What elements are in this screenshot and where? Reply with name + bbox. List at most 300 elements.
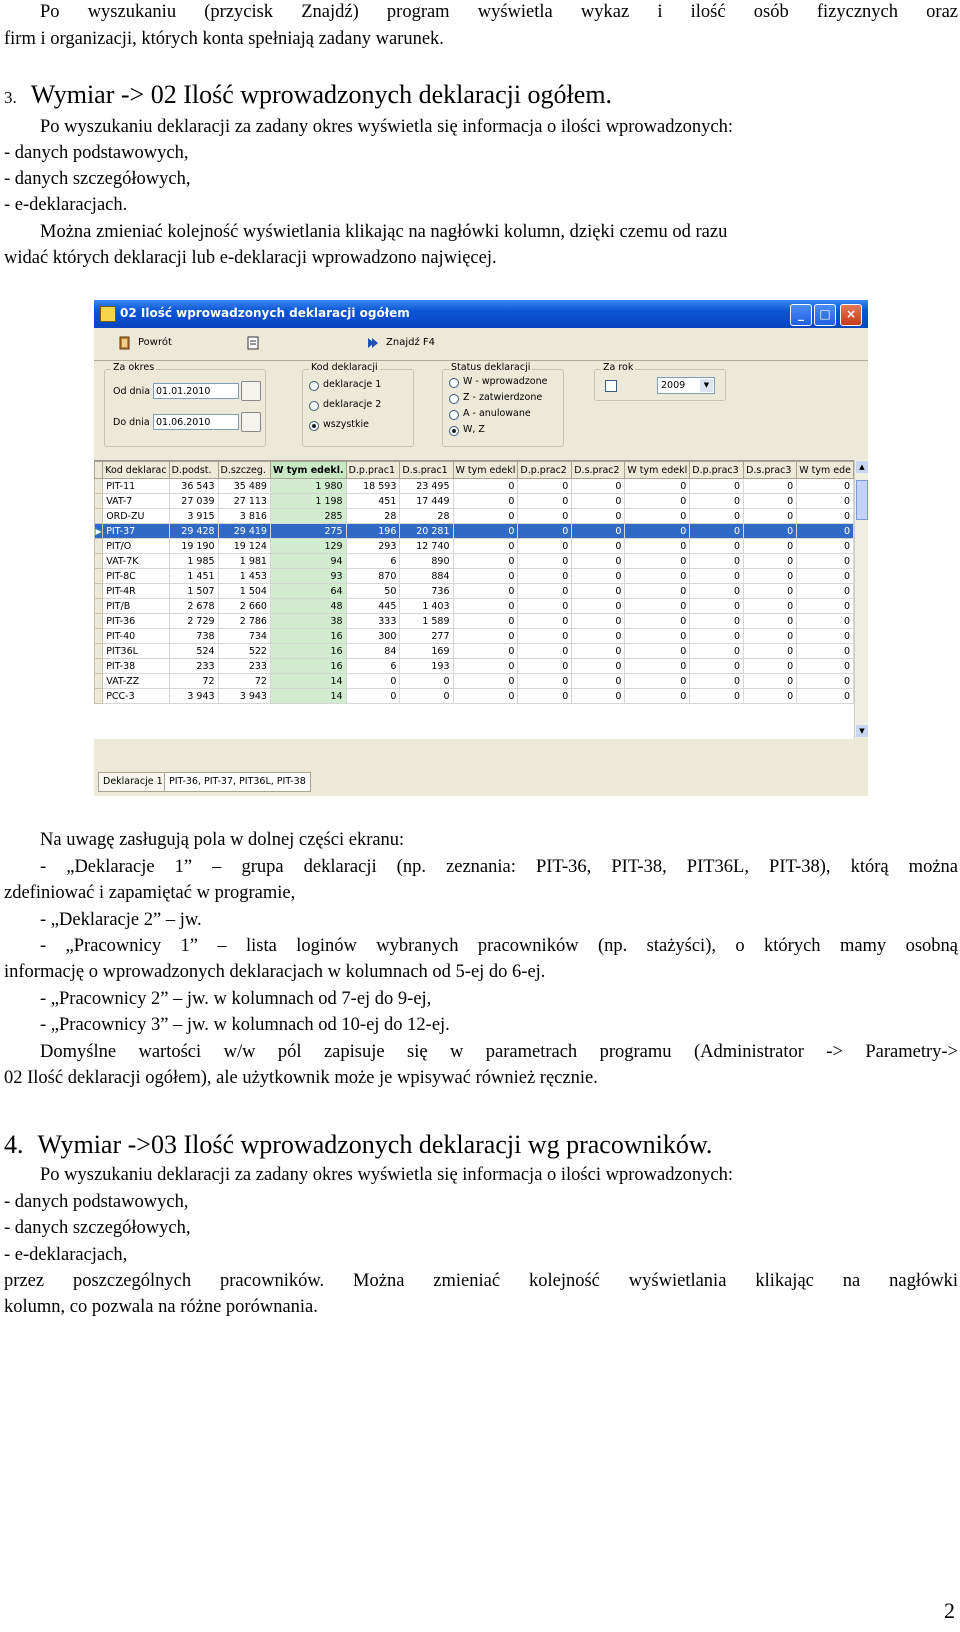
table-cell[interactable]: 0 <box>744 584 797 599</box>
radio-all[interactable] <box>309 421 319 431</box>
door-icon <box>118 336 132 350</box>
table-cell[interactable]: 524 <box>169 644 218 659</box>
table-cell[interactable]: 0 <box>518 644 572 659</box>
table-cell[interactable]: 0 <box>453 614 518 629</box>
table-cell[interactable]: 0 <box>690 554 744 569</box>
radio-status-a[interactable] <box>449 410 459 420</box>
radio-label: deklaracje 1 <box>323 379 382 390</box>
table-cell[interactable]: 0 <box>797 629 854 644</box>
table-cell[interactable]: 0 <box>690 494 744 509</box>
table-cell[interactable]: 0 <box>690 599 744 614</box>
table-cell[interactable]: PIT/O <box>103 539 169 554</box>
radio-label: Z - zatwierdzone <box>463 392 543 403</box>
table-cell[interactable]: 18 593 <box>346 479 400 494</box>
table-cell[interactable]: 0 <box>797 689 854 704</box>
scroll-down-icon[interactable]: ▼ <box>856 725 868 737</box>
paragraph-line: - „Deklaracje 1” – grupa deklaracji (np. zeznania: PIT-36, PIT-38, PIT36L, PIT-38), którą można <box>40 857 958 877</box>
find-arrow-icon <box>366 336 380 350</box>
table-cell[interactable]: 0 <box>625 524 690 539</box>
column-header[interactable]: W tym edekl. <box>270 462 346 479</box>
row-indicator <box>95 674 103 689</box>
table-cell[interactable]: 19 190 <box>169 539 218 554</box>
table-cell[interactable]: 48 <box>270 599 346 614</box>
paragraph-line: - „Pracownicy 1” – lista loginów wybranych pracowników (np. stażyści), o których mamy osobną <box>40 936 958 956</box>
table-cell[interactable]: 196 <box>346 524 400 539</box>
table-cell[interactable]: 0 <box>744 554 797 569</box>
row-indicator <box>95 554 103 569</box>
find-button-label: Znajdź F4 <box>386 337 435 348</box>
radio-label: wszystkie <box>323 419 369 430</box>
vertical-scrollbar[interactable] <box>854 460 868 738</box>
table-cell[interactable]: ORD-ZU <box>103 509 169 524</box>
paragraph-line: zdefiniować i zapamiętać w programie, <box>4 883 296 903</box>
table-cell[interactable]: 0 <box>453 539 518 554</box>
row-indicator <box>95 629 103 644</box>
table-cell[interactable]: 884 <box>400 569 453 584</box>
table-cell[interactable]: 0 <box>690 659 744 674</box>
table-cell[interactable]: 0 <box>744 644 797 659</box>
table-cell[interactable]: 0 <box>572 674 625 689</box>
table-cell[interactable]: 0 <box>625 644 690 659</box>
radio-status-wz[interactable] <box>449 426 459 436</box>
paragraph-line: informację o wprowadzonych deklaracjach w kolumnach od 5-ej do 6-ej. <box>4 962 546 982</box>
table-cell[interactable]: 0 <box>518 629 572 644</box>
table-cell[interactable]: 36 543 <box>169 479 218 494</box>
from-date-label: Od dnia <box>113 386 151 397</box>
table-cell[interactable]: 0 <box>744 614 797 629</box>
table-cell[interactable]: 0 <box>744 599 797 614</box>
table-cell[interactable]: 3 816 <box>218 509 270 524</box>
table-cell[interactable]: 193 <box>400 659 453 674</box>
table-cell[interactable]: 0 <box>453 554 518 569</box>
table-cell[interactable]: 0 <box>572 629 625 644</box>
table-cell[interactable]: 333 <box>346 614 400 629</box>
table-cell[interactable]: 0 <box>572 554 625 569</box>
table-cell[interactable]: 0 <box>625 659 690 674</box>
table-cell[interactable]: 3 943 <box>218 689 270 704</box>
table-cell[interactable]: 0 <box>690 479 744 494</box>
table-cell[interactable]: 734 <box>218 629 270 644</box>
table-cell[interactable]: 0 <box>453 509 518 524</box>
table-cell[interactable]: 0 <box>518 539 572 554</box>
table-cell[interactable]: PIT/B <box>103 599 169 614</box>
table-cell[interactable]: 0 <box>518 584 572 599</box>
table-cell[interactable]: 277 <box>400 629 453 644</box>
radio-label: deklaracje 2 <box>323 399 382 410</box>
table-cell[interactable]: 29 419 <box>218 524 270 539</box>
section-number: 4. <box>4 1130 24 1159</box>
table-cell[interactable]: 445 <box>346 599 400 614</box>
table-cell[interactable]: 0 <box>690 569 744 584</box>
table-cell[interactable]: 6 <box>346 659 400 674</box>
table-cell[interactable]: 0 <box>572 524 625 539</box>
table-cell[interactable]: 0 <box>797 569 854 584</box>
paragraph-line: przez poszczególnych pracowników. Można zmieniać kolejność wyświetlania klikając na nagłówki <box>4 1271 958 1291</box>
column-header[interactable]: D.podst. <box>169 462 218 479</box>
find-button[interactable] <box>364 332 435 354</box>
table-cell[interactable]: 0 <box>744 479 797 494</box>
paragraph-line: Domyślne wartości w/w pól zapisuje się w parametrach programu (Administrator -> Parametry-> <box>40 1042 958 1062</box>
table-row[interactable] <box>95 599 854 614</box>
table-cell[interactable]: PIT-4R <box>103 584 169 599</box>
table-cell[interactable]: 0 <box>572 479 625 494</box>
table-cell[interactable]: 0 <box>518 569 572 584</box>
column-header[interactable]: D.p.prac3 <box>690 462 744 479</box>
year-select[interactable] <box>657 377 715 394</box>
table-cell[interactable]: 285 <box>270 509 346 524</box>
tab-declarations-1[interactable]: Deklaracje 1 <box>98 772 168 792</box>
column-header[interactable]: Kod deklarac <box>103 462 169 479</box>
radio-label: W, Z <box>463 424 485 435</box>
table-cell[interactable]: 28 <box>400 509 453 524</box>
table-cell[interactable]: 0 <box>625 584 690 599</box>
table-cell[interactable]: 0 <box>453 659 518 674</box>
table-cell[interactable]: 233 <box>218 659 270 674</box>
table-row[interactable] <box>95 674 854 689</box>
table-cell[interactable]: 19 124 <box>218 539 270 554</box>
table-cell[interactable]: 1 451 <box>169 569 218 584</box>
table-cell[interactable]: 0 <box>744 689 797 704</box>
table-cell[interactable]: 2 660 <box>218 599 270 614</box>
table-cell[interactable]: 129 <box>270 539 346 554</box>
table-cell[interactable]: 0 <box>518 614 572 629</box>
table-cell[interactable]: 0 <box>572 659 625 674</box>
document-icon <box>246 336 260 350</box>
period-group-title: Za okres <box>113 362 155 373</box>
table-cell[interactable]: 169 <box>400 644 453 659</box>
table-cell[interactable]: 0 <box>797 509 854 524</box>
close-icon[interactable]: × <box>840 304 862 326</box>
table-cell[interactable]: 0 <box>797 659 854 674</box>
table-cell[interactable]: 0 <box>690 614 744 629</box>
table-cell[interactable]: VAT-7 <box>103 494 169 509</box>
back-button-label: Powrót <box>138 337 172 348</box>
table-cell[interactable]: VAT-7K <box>103 554 169 569</box>
table-cell[interactable]: 0 <box>690 689 744 704</box>
table-cell[interactable]: 1 504 <box>218 584 270 599</box>
table-cell[interactable]: 736 <box>400 584 453 599</box>
table-cell[interactable]: 64 <box>270 584 346 599</box>
table-cell[interactable]: 14 <box>270 674 346 689</box>
table-cell[interactable]: 0 <box>572 599 625 614</box>
table-cell[interactable]: 16 <box>270 659 346 674</box>
table-cell[interactable]: 72 <box>169 674 218 689</box>
table-cell[interactable]: 0 <box>453 674 518 689</box>
radio-label: W - wprowadzone <box>463 376 548 387</box>
column-header[interactable]: W tym ede <box>797 462 854 479</box>
table-cell[interactable]: 0 <box>690 539 744 554</box>
table-cell[interactable]: 2 729 <box>169 614 218 629</box>
table-cell[interactable]: 0 <box>518 599 572 614</box>
row-indicator-header <box>95 462 103 479</box>
table-cell[interactable]: 0 <box>625 479 690 494</box>
table-cell[interactable]: 0 <box>625 539 690 554</box>
table-cell[interactable]: 0 <box>453 689 518 704</box>
radio-declarations-1[interactable] <box>309 381 319 391</box>
table-cell[interactable]: 1 198 <box>270 494 346 509</box>
table-cell[interactable]: 12 740 <box>400 539 453 554</box>
table-cell[interactable]: 0 <box>572 644 625 659</box>
table-cell[interactable]: 0 <box>453 524 518 539</box>
column-header[interactable]: D.s.prac2 <box>572 462 625 479</box>
table-cell[interactable]: 890 <box>400 554 453 569</box>
maximize-icon[interactable]: □ <box>814 304 836 326</box>
scroll-thumb[interactable] <box>856 480 868 520</box>
table-cell[interactable]: 0 <box>453 479 518 494</box>
table-cell[interactable]: 0 <box>572 509 625 524</box>
section-number: 3. <box>4 88 17 107</box>
to-date-picker-button[interactable] <box>241 412 261 432</box>
table-row[interactable] <box>95 584 854 599</box>
row-indicator <box>95 644 103 659</box>
table-cell[interactable]: 0 <box>744 674 797 689</box>
table-cell[interactable]: 17 449 <box>400 494 453 509</box>
table-cell[interactable]: 0 <box>625 599 690 614</box>
table-cell[interactable]: 0 <box>346 689 400 704</box>
year-checkbox[interactable] <box>605 380 617 392</box>
paragraph-line: 02 Ilość deklaracji ogółem), ale użytkownik może je wpisywać również ręcznie. <box>4 1068 598 1088</box>
table-cell[interactable]: PIT-38 <box>103 659 169 674</box>
table-cell[interactable]: 0 <box>690 509 744 524</box>
table-row[interactable] <box>95 614 854 629</box>
table-cell[interactable]: 2 678 <box>169 599 218 614</box>
from-date-field[interactable]: 01.01.2010 <box>153 383 239 399</box>
table-cell[interactable]: 300 <box>346 629 400 644</box>
minimize-icon[interactable]: _ <box>790 304 812 326</box>
table-cell[interactable]: PIT-37 <box>103 524 169 539</box>
table-cell[interactable]: 0 <box>797 524 854 539</box>
table-cell[interactable]: 84 <box>346 644 400 659</box>
table-cell[interactable]: 23 495 <box>400 479 453 494</box>
column-header[interactable]: D.s.prac3 <box>744 462 797 479</box>
table-cell[interactable]: PCC-3 <box>103 689 169 704</box>
table-cell[interactable]: 72 <box>218 674 270 689</box>
table-row[interactable] <box>95 659 854 674</box>
table-cell[interactable]: 0 <box>797 479 854 494</box>
table-cell[interactable]: 0 <box>572 494 625 509</box>
declarations-table <box>94 461 854 704</box>
declaration-status-title: Status deklaracji <box>451 362 531 373</box>
table-cell[interactable]: 0 <box>744 629 797 644</box>
declaration-code-group <box>302 362 414 447</box>
table-cell[interactable]: 0 <box>518 524 572 539</box>
table-cell[interactable]: 0 <box>400 674 453 689</box>
table-cell[interactable]: 0 <box>744 509 797 524</box>
table-cell[interactable]: PIT-8C <box>103 569 169 584</box>
table-cell[interactable]: 0 <box>625 494 690 509</box>
table-cell[interactable]: 522 <box>218 644 270 659</box>
table-cell[interactable]: 0 <box>690 644 744 659</box>
table-cell[interactable]: 27 113 <box>218 494 270 509</box>
section-title: Wymiar ->03 Ilość wprowadzonych deklaracji wg pracowników. <box>37 1130 713 1159</box>
table-cell[interactable]: 0 <box>400 689 453 704</box>
table-row[interactable] <box>95 629 854 644</box>
table-cell[interactable]: 0 <box>625 674 690 689</box>
table-cell[interactable]: 1 589 <box>400 614 453 629</box>
to-date-field[interactable]: 01.06.2010 <box>153 414 239 430</box>
table-cell[interactable]: 0 <box>572 584 625 599</box>
table-cell[interactable]: 1 985 <box>169 554 218 569</box>
paragraph-line: Na uwagę zasługują pola w dolnej części ekranu: <box>40 830 405 850</box>
table-cell[interactable]: 0 <box>625 569 690 584</box>
table-cell[interactable]: 0 <box>518 659 572 674</box>
table-cell[interactable]: 0 <box>797 599 854 614</box>
table-cell[interactable]: 2 786 <box>218 614 270 629</box>
table-cell[interactable]: 27 039 <box>169 494 218 509</box>
section-heading-3 <box>4 80 612 110</box>
table-cell[interactable]: PIT-40 <box>103 629 169 644</box>
table-cell[interactable]: VAT-ZZ <box>103 674 169 689</box>
chevron-down-icon: ▼ <box>700 379 713 392</box>
paragraph-line: - danych szczegółowych, <box>4 1218 191 1238</box>
table-cell[interactable]: PIT-11 <box>103 479 169 494</box>
table-cell[interactable]: 0 <box>453 584 518 599</box>
table-cell[interactable]: 16 <box>270 629 346 644</box>
table-row[interactable] <box>95 479 854 494</box>
table-cell[interactable]: 1 981 <box>218 554 270 569</box>
table-row[interactable] <box>95 509 854 524</box>
row-indicator <box>95 614 103 629</box>
table-cell[interactable]: 1 980 <box>270 479 346 494</box>
table-cell[interactable]: 0 <box>744 569 797 584</box>
table-cell[interactable]: 93 <box>270 569 346 584</box>
print-button[interactable] <box>244 332 264 354</box>
back-button[interactable] <box>116 332 172 354</box>
table-cell[interactable]: 870 <box>346 569 400 584</box>
table-row[interactable] <box>95 569 854 584</box>
table-row[interactable] <box>95 644 854 659</box>
column-header[interactable]: W tym edekl <box>453 462 518 479</box>
table-cell[interactable]: 35 489 <box>218 479 270 494</box>
table-cell[interactable]: 293 <box>346 539 400 554</box>
table-cell[interactable]: 0 <box>518 689 572 704</box>
table-cell[interactable]: 0 <box>744 539 797 554</box>
paragraph-line: - e-deklaracjach, <box>4 1245 128 1265</box>
row-indicator <box>95 599 103 614</box>
table-cell[interactable]: 738 <box>169 629 218 644</box>
table-cell[interactable]: 1 453 <box>218 569 270 584</box>
table-cell[interactable]: 0 <box>625 554 690 569</box>
table-cell[interactable]: 0 <box>797 584 854 599</box>
radio-declarations-2[interactable] <box>309 401 319 411</box>
table-cell[interactable]: 3 915 <box>169 509 218 524</box>
scroll-up-icon[interactable]: ▲ <box>856 461 868 473</box>
table-cell[interactable]: 0 <box>797 644 854 659</box>
table-cell[interactable]: 38 <box>270 614 346 629</box>
table-cell[interactable]: 0 <box>518 494 572 509</box>
radio-status-z[interactable] <box>449 394 459 404</box>
table-cell[interactable]: 0 <box>797 539 854 554</box>
table-cell[interactable]: 0 <box>572 539 625 554</box>
declarations-1-value[interactable]: PIT-36, PIT-37, PIT36L, PIT-38 <box>164 772 311 792</box>
table-cell[interactable]: 0 <box>572 614 625 629</box>
paragraph-line: - danych podstawowych, <box>4 1192 189 1212</box>
year-group <box>594 362 726 401</box>
table-row[interactable] <box>95 689 854 704</box>
table-cell[interactable]: 0 <box>690 629 744 644</box>
table-cell[interactable]: 0 <box>625 689 690 704</box>
table-cell[interactable]: 0 <box>572 689 625 704</box>
table-cell[interactable]: 29 428 <box>169 524 218 539</box>
table-cell[interactable]: 0 <box>453 599 518 614</box>
table-cell[interactable]: 16 <box>270 644 346 659</box>
table-cell[interactable]: 0 <box>744 524 797 539</box>
row-indicator <box>95 659 103 674</box>
table-cell[interactable]: 0 <box>690 674 744 689</box>
table-cell[interactable]: 0 <box>572 569 625 584</box>
column-header[interactable]: D.s.prac1 <box>400 462 453 479</box>
table-cell[interactable]: 0 <box>744 659 797 674</box>
table-cell[interactable]: 28 <box>346 509 400 524</box>
table-cell[interactable]: 50 <box>346 584 400 599</box>
table-cell[interactable]: 0 <box>797 614 854 629</box>
table-cell[interactable]: 233 <box>169 659 218 674</box>
column-header[interactable]: D.szczeg. <box>218 462 270 479</box>
paragraph-line: firm i organizacji, których konta spełniają zadany warunek. <box>4 29 444 49</box>
table-cell[interactable]: PIT-36 <box>103 614 169 629</box>
table-cell[interactable]: 1 507 <box>169 584 218 599</box>
paragraph-line: kolumn, co pozwala na różne porównania. <box>4 1297 318 1317</box>
table-cell[interactable]: 0 <box>625 614 690 629</box>
table-cell[interactable]: 0 <box>518 509 572 524</box>
table-cell[interactable]: 275 <box>270 524 346 539</box>
page-number: 2 <box>944 1598 955 1623</box>
paragraph-line: - „Pracownicy 3” – jw. w kolumnach od 10-ej do 12-ej. <box>40 1015 450 1035</box>
table-cell[interactable]: 0 <box>625 629 690 644</box>
table-cell[interactable]: 0 <box>453 629 518 644</box>
table-cell[interactable]: 3 943 <box>169 689 218 704</box>
paragraph-line: widać których deklaracji lub e-deklaracji wprowadzono najwięcej. <box>4 248 497 268</box>
table-cell[interactable]: 0 <box>453 644 518 659</box>
table-cell[interactable]: 14 <box>270 689 346 704</box>
radio-status-w[interactable] <box>449 378 459 388</box>
row-indicator <box>95 539 103 554</box>
data-grid[interactable] <box>94 460 854 739</box>
toolbar <box>94 328 868 361</box>
table-cell[interactable]: 20 281 <box>400 524 453 539</box>
table-cell[interactable]: 0 <box>797 494 854 509</box>
column-header[interactable]: W tym edekl <box>625 462 690 479</box>
column-header[interactable]: D.p.prac1 <box>346 462 400 479</box>
table-cell[interactable]: 0 <box>346 674 400 689</box>
table-row[interactable] <box>95 554 854 569</box>
table-cell[interactable]: 0 <box>744 494 797 509</box>
table-cell[interactable]: 0 <box>518 554 572 569</box>
table-row[interactable] <box>95 539 854 554</box>
table-cell[interactable]: 0 <box>518 674 572 689</box>
table-cell[interactable]: 0 <box>453 494 518 509</box>
table-cell[interactable]: 0 <box>690 584 744 599</box>
window-title: 02 Ilość wprowadzonych deklaracji ogółem <box>120 306 410 320</box>
from-date-picker-button[interactable] <box>241 381 261 401</box>
table-cell[interactable]: 0 <box>797 674 854 689</box>
table-cell[interactable]: 0 <box>453 569 518 584</box>
column-header[interactable]: D.p.prac2 <box>518 462 572 479</box>
table-cell[interactable]: 451 <box>346 494 400 509</box>
table-cell[interactable]: 0 <box>518 479 572 494</box>
table-cell[interactable]: 0 <box>625 509 690 524</box>
table-cell[interactable]: 6 <box>346 554 400 569</box>
table-cell[interactable]: 0 <box>797 554 854 569</box>
paragraph-line: - danych szczegółowych, <box>4 169 191 189</box>
table-row[interactable] <box>95 494 854 509</box>
paragraph-line: Można zmieniać kolejność wyświetlania klikając na nagłówki kolumn, dzięki czemu od razu <box>40 222 728 242</box>
table-cell[interactable]: 0 <box>690 524 744 539</box>
table-cell[interactable]: 94 <box>270 554 346 569</box>
table-cell[interactable]: PIT36L <box>103 644 169 659</box>
table-cell[interactable]: 1 403 <box>400 599 453 614</box>
table-row[interactable] <box>95 524 854 539</box>
